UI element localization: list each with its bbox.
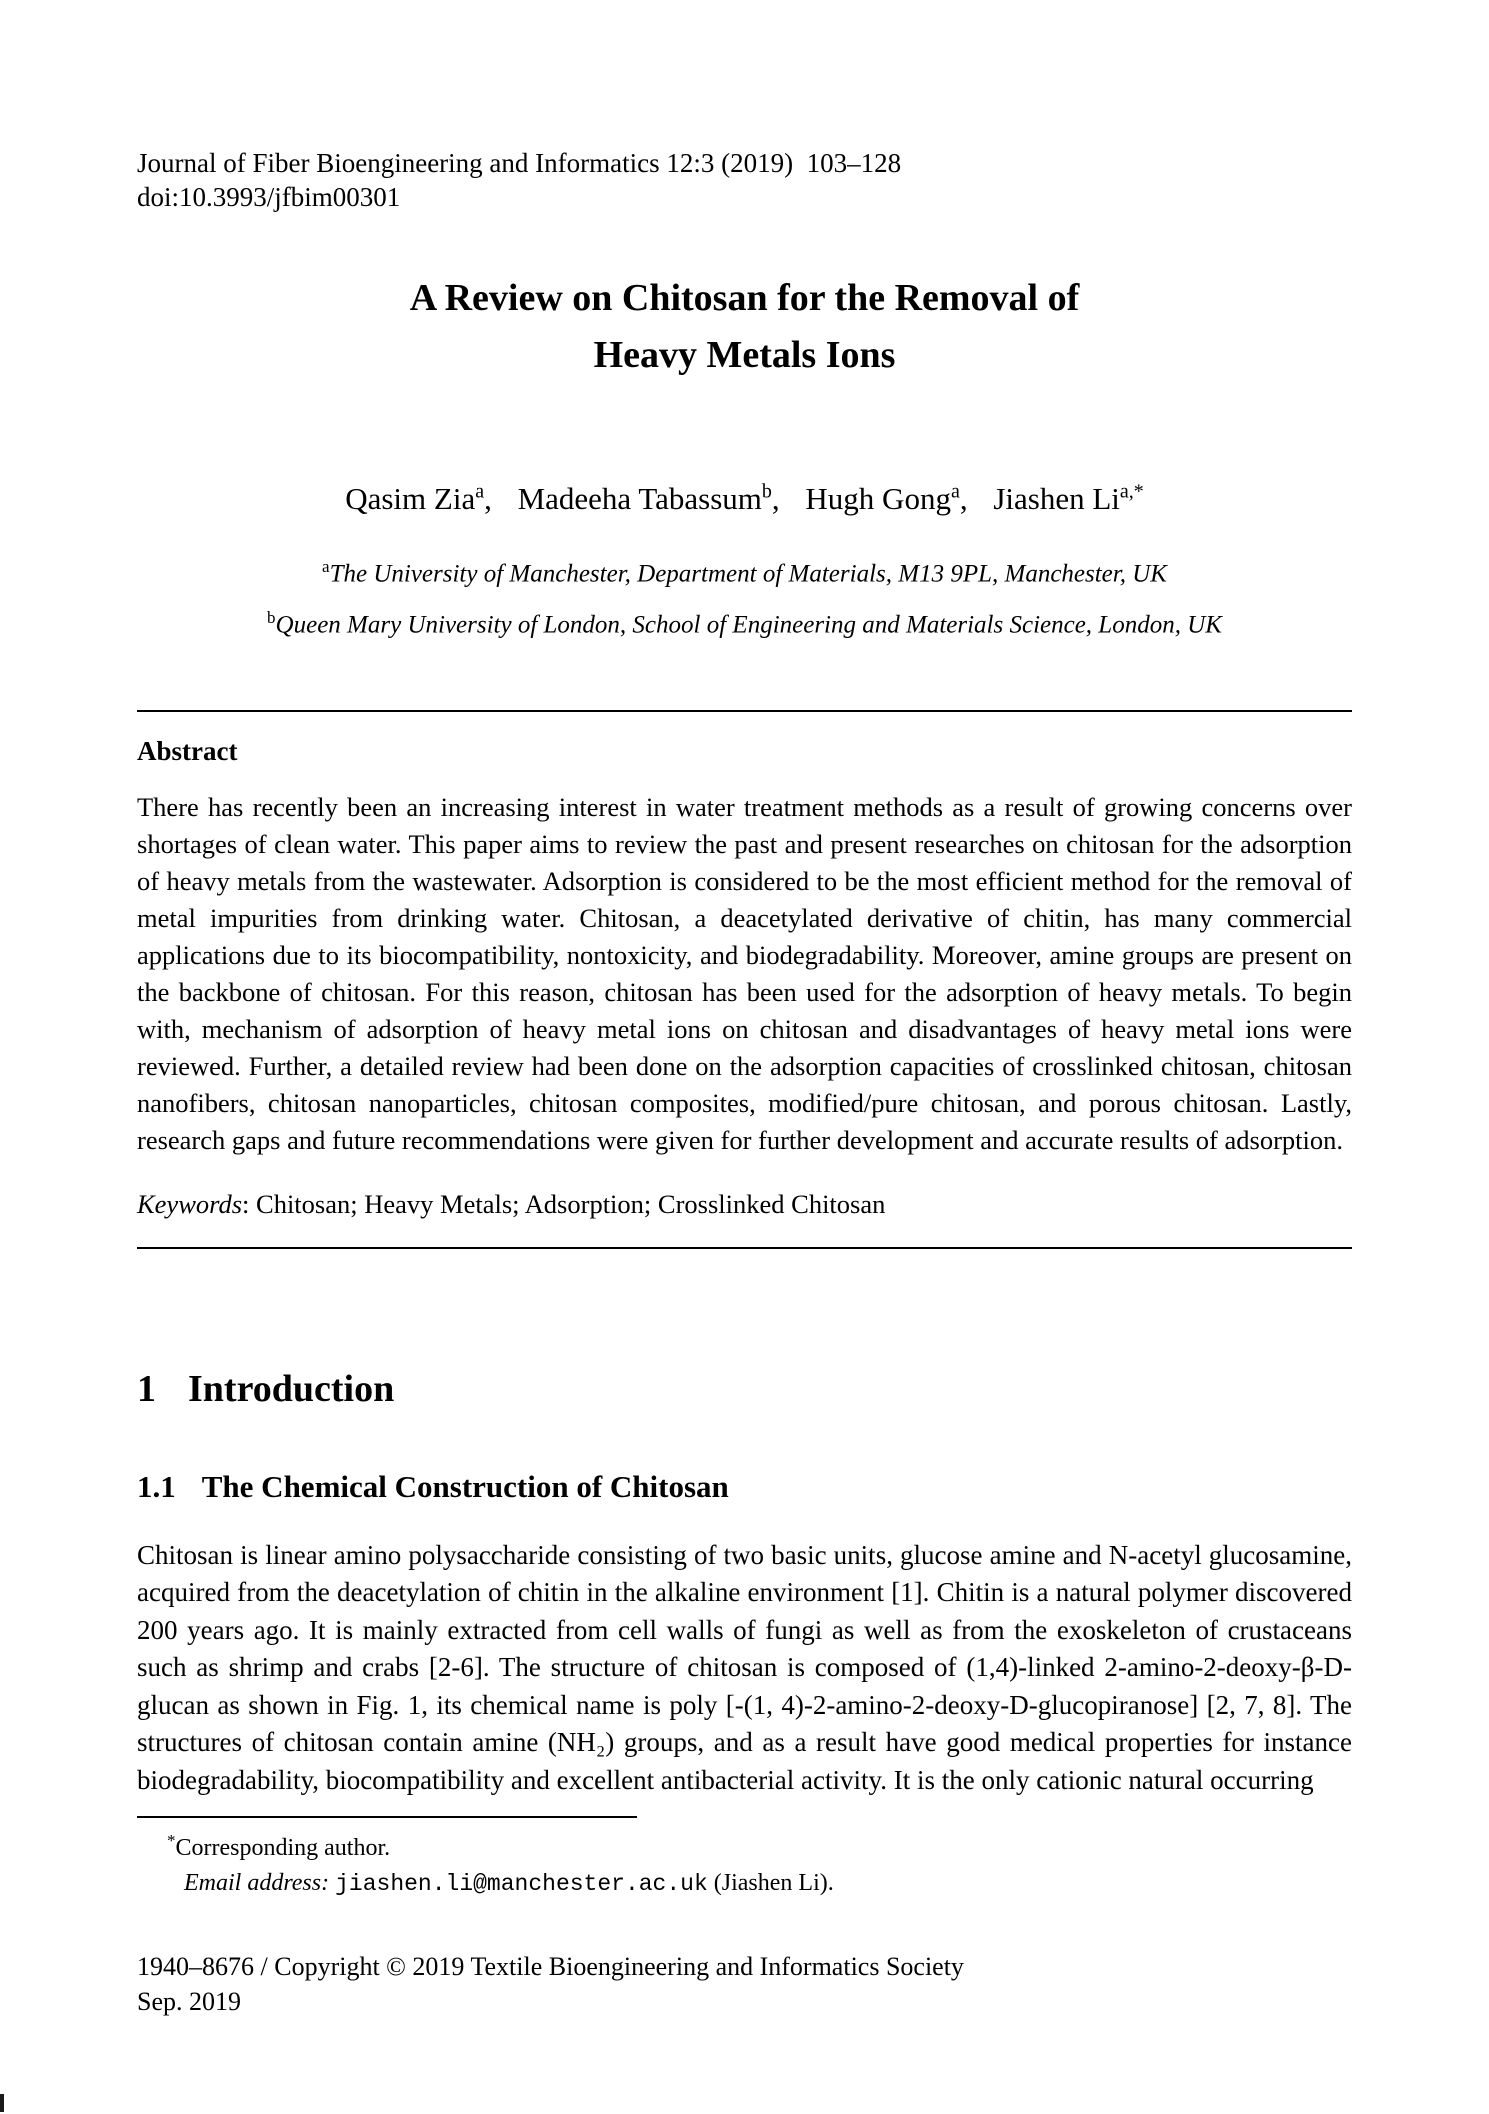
author-affiliation-superscript: a,* xyxy=(1119,481,1144,503)
abstract-bottom-rule xyxy=(137,1247,1352,1249)
author-qasim-zia xyxy=(345,481,492,516)
subsection-title: The Chemical Construction of Chitosan xyxy=(201,1468,729,1504)
journal-header-line: Journal of Fiber Bioengineering and Informatics 12:3 (2019) 103–128 xyxy=(137,148,902,178)
affiliation-text: Queen Mary University of London, School of Engineering and Materials Science, London, UK xyxy=(275,610,1222,638)
author-hugh-gong xyxy=(805,481,967,516)
author-affiliation-superscript: b xyxy=(761,481,772,503)
authors-line xyxy=(137,472,1352,519)
page-footer xyxy=(137,1949,1352,2019)
journal-header xyxy=(137,0,1352,214)
keywords-text: : Chitosan; Heavy Metals; Adsorption; Crosslinked Chitosan xyxy=(242,1188,886,1219)
subsection-number: 1.1 xyxy=(137,1468,176,1504)
section-number: 1 xyxy=(137,1367,156,1410)
author-affiliation-superscript: a xyxy=(950,481,960,503)
author-madeeha-tabassum xyxy=(518,481,780,516)
affiliation-superscript: a xyxy=(322,557,330,577)
paper-title-line1: A Review on Chitosan for the Removal of xyxy=(409,277,1080,319)
section-title: Introduction xyxy=(188,1367,395,1410)
paper-title xyxy=(137,270,1352,384)
affiliation-superscript: b xyxy=(267,607,276,627)
email-suffix: (Jiashen Li). xyxy=(713,1870,834,1897)
issue-date: Sep. 2019 xyxy=(137,1987,241,2017)
keywords-label: Keywords xyxy=(137,1188,243,1219)
footnote-rule xyxy=(137,1816,637,1818)
keywords-line xyxy=(137,1189,1352,1220)
corresponding-author-note xyxy=(137,1823,1352,1866)
affiliation-text: The University of Manchester, Department of Materials, M13 9PL, Manchester, UK xyxy=(329,560,1167,588)
footnote xyxy=(137,1823,1352,1902)
author-name: Hugh Gong xyxy=(805,481,951,517)
affiliation-manchester xyxy=(137,545,1352,595)
page-edge-artifact xyxy=(0,2094,4,2112)
author-name: Madeeha Tabassum xyxy=(517,481,762,517)
author-jiashen-li xyxy=(993,481,1143,516)
abstract-text: There has recently been an increasing interest in water treatment methods as a result of growing concerns over shortages of clean water. This paper aims to review the past and present researches on chitosan for the adsorption of heavy metals from the wastewater. Adsorption is considered to be the most efficient method for the removal of metal impurities from drinking water. Chitosan, a deacetylated derivative of chitin, has many commercial applications due to its biocompatibility, nontoxicity, and biodegradability. Moreover, amine groups are present on the backbone of chitosan. For this reason, chitosan has been used for the adsorption of heavy metals. To begin with, mechanism of adsorption of heavy metal ions on chitosan and disadvantages of heavy metal ions were reviewed. Further, a detailed review had been done on the adsorption capacities of crosslinked chitosan, chitosan nanofibers, chitosan nanoparticles, chitosan composites, modified/pure chitosan, and porous chitosan. Lastly, research gaps and future recommendations were given for further development and accurate results of adsorption. xyxy=(137,791,1352,1155)
affiliations xyxy=(137,545,1352,646)
subsection-heading-chemical-construction xyxy=(137,1469,1352,1505)
affiliation-queen-mary xyxy=(137,596,1352,646)
doi-line: doi:10.3993/jfbim00301 xyxy=(137,182,401,212)
author-separator: , xyxy=(771,481,780,517)
section-heading-introduction xyxy=(137,1367,1352,1411)
abstract-heading: Abstract xyxy=(137,735,238,766)
corresponding-author-text: Corresponding author. xyxy=(175,1835,391,1862)
page-content xyxy=(137,0,1352,2019)
author-name: Jiashen Li xyxy=(993,481,1120,517)
asterisk-marker: * xyxy=(167,1831,176,1851)
abstract-top-rule xyxy=(137,710,1352,712)
author-separator: , xyxy=(959,481,968,517)
author-affiliation-superscript: a xyxy=(475,481,485,503)
issn-copyright-line: 1940–8676 / Copyright © 2019 Textile Bioengineering and Informatics Society xyxy=(137,1952,964,1982)
author-separator: , xyxy=(484,481,492,517)
email-address: jiashen.li@manchester.ac.uk xyxy=(335,1871,708,1898)
paper-title-line2: Heavy Metals Ions xyxy=(593,334,896,376)
introduction-paragraph: Chitosan is linear amino polysaccharide consisting of two basic units, glucose amine and N-acetyl glucosamine, acquired from the deacetylation of chitin in the alkaline environment [1]. Chitin is a natural polymer discovered 200 years ago. It is mainly extracted from cell walls of fungi as well as from the exoskeleton of crustaceans such as shrimp and crabs [2-6]. The structure of chitosan is composed of (1,4)-linked 2-amino-2-deoxy-β-D-glucan as shown in Fig. 1, its chemical name is poly [-(1, 4)-2-amino-2-deoxy-D-glucopiranose] [2, 7, 8]. The structures of chitosan contain amine (NH₂) groups, and as a result have good medical properties for instance biodegradability, biocompatibility and excellent antibacterial activity. It is the only cationic natural occurring xyxy=(137,1539,1352,1795)
author-name: Qasim Zia xyxy=(345,481,476,517)
email-label: Email address: xyxy=(184,1870,330,1897)
email-note xyxy=(137,1866,1352,1902)
